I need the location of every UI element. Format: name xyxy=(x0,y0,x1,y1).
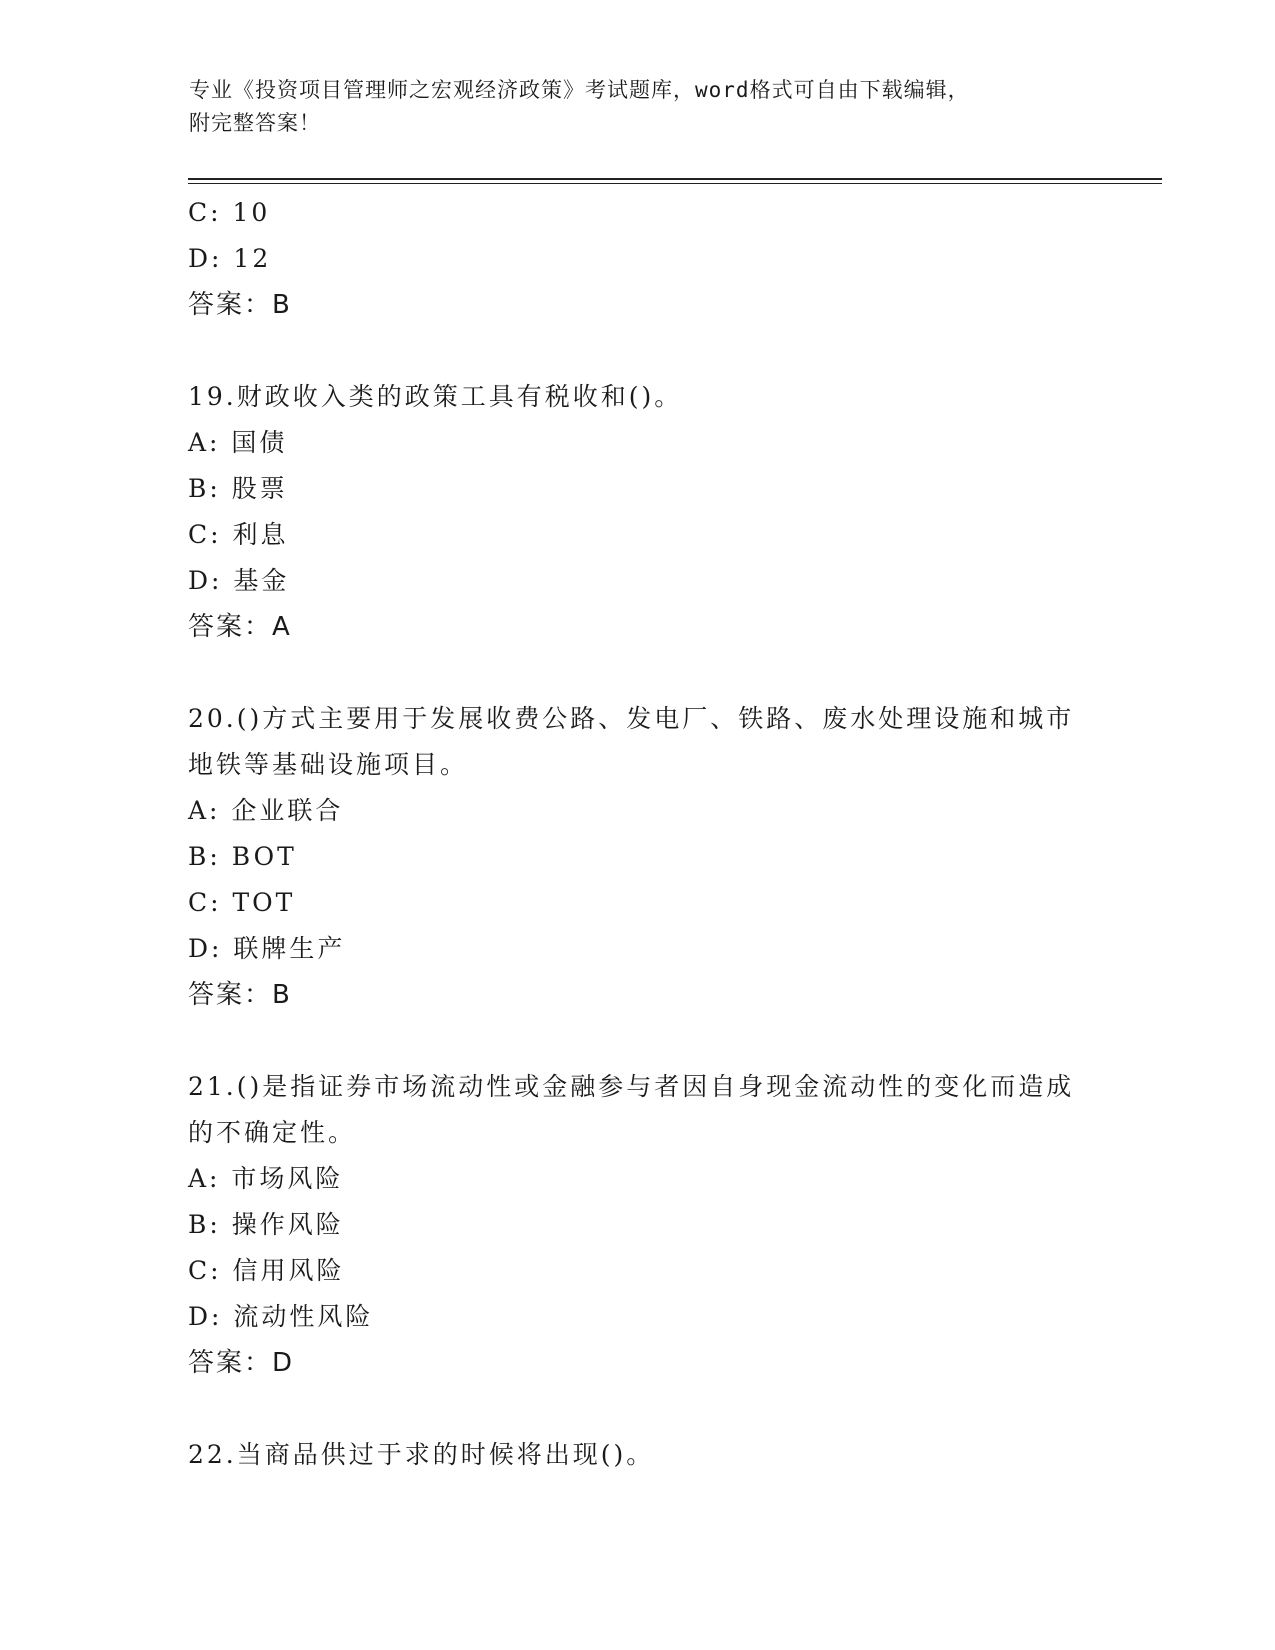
option-a: A: 国债 xyxy=(188,428,288,457)
header-divider-thick xyxy=(188,178,1162,180)
answer-line: 答案：B xyxy=(188,980,292,1010)
question-spacer xyxy=(188,1018,1088,1064)
option-b: B: BOT xyxy=(188,842,297,871)
question-text: 19.财政收入类的政策工具有税收和()。 xyxy=(188,382,683,411)
question-text: 21.()是指证券市场流动性或金融参与者因自身现金流动性的变化而造成的不确定性。 xyxy=(188,1072,1075,1147)
option-b: B: 操作风险 xyxy=(188,1210,344,1239)
option-d: D: 联牌生产 xyxy=(188,934,346,963)
answer-line: 答案：A xyxy=(188,612,292,642)
header-line-1: 专业《投资项目管理师之宏观经济政策》考试题库，word格式可自由下载编辑， xyxy=(189,78,970,102)
header-line-2: 附完整答案！ xyxy=(189,111,321,135)
option-a: A: 企业联合 xyxy=(188,796,344,825)
option-c: C: 10 xyxy=(188,198,271,227)
option-d: D: 12 xyxy=(188,244,272,273)
option-b: B: 股票 xyxy=(188,474,288,503)
option-d: D: 基金 xyxy=(188,566,290,595)
question-list xyxy=(188,190,1088,1478)
question-22 xyxy=(188,1432,1088,1478)
question-spacer xyxy=(188,328,1088,374)
question-spacer xyxy=(188,1386,1088,1432)
option-a: A: 市场风险 xyxy=(188,1164,344,1193)
question-20 xyxy=(188,696,1088,1018)
document-header xyxy=(189,74,1089,140)
option-d: D: 流动性风险 xyxy=(188,1302,374,1331)
question-spacer xyxy=(188,650,1088,696)
question-19 xyxy=(188,374,1088,650)
answer-line: 答案：D xyxy=(188,1348,295,1378)
question-text: 20.()方式主要用于发展收费公路、发电厂、铁路、废水处理设施和城市地铁等基础设施项目。 xyxy=(188,704,1075,779)
question-text: 22.当商品供过于求的时候将出现()。 xyxy=(188,1440,655,1469)
previous-question xyxy=(188,190,1088,328)
answer-line: 答案：B xyxy=(188,290,292,320)
header-divider-thin xyxy=(188,183,1162,184)
question-21 xyxy=(188,1064,1088,1386)
option-c: C: 信用风险 xyxy=(188,1256,345,1285)
option-c: C: TOT xyxy=(188,888,296,917)
option-c: C: 利息 xyxy=(188,520,289,549)
